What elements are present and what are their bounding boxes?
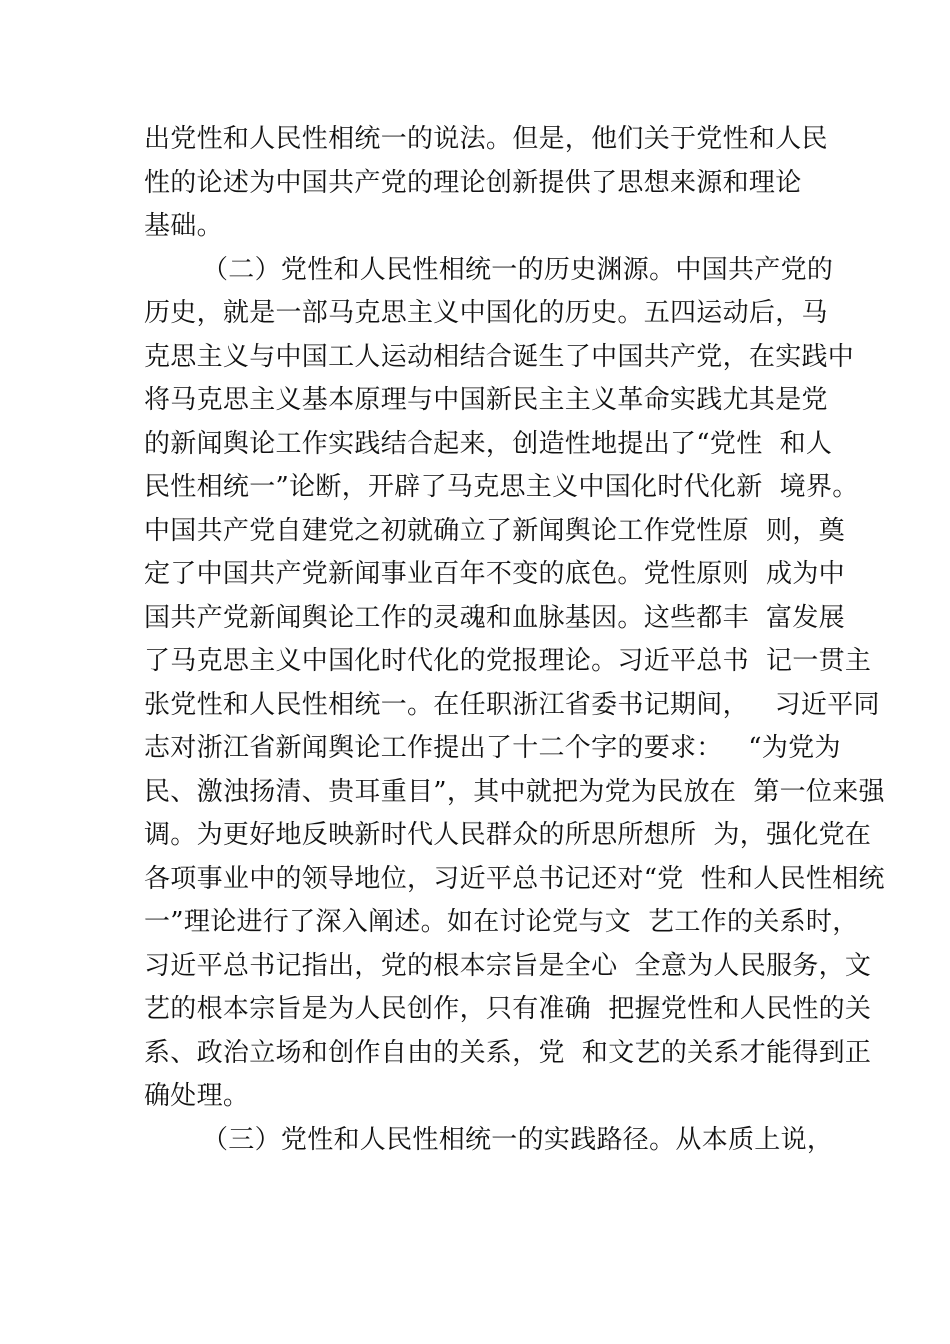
text-line: 志对浙江省新闻舆论工作提出了十二个字的要求： “为党为 (144, 733, 841, 763)
text-line: 艺的根本宗旨是为人民创作，只有准确 把握党性和人民性的关 (144, 994, 872, 1024)
text-line: 民性相统一”论断，开辟了马克思主义中国化时代化新 境界。 (144, 472, 859, 502)
text-line: 的新闻舆论工作实践结合起来，创造性地提出了“党性 和人 (144, 428, 833, 459)
text-line: 基础。 (144, 211, 223, 241)
text-line: 克思主义与中国工人运动相结合诞生了中国共产党，在实践中 (144, 341, 855, 372)
text-line: 历史，就是一部马克思主义中国化的历史。五四运动后，马 (144, 298, 828, 328)
text-line: 习近平总书记指出，党的根本宗旨是全心 全意为人民服务，文 (144, 950, 872, 981)
text-line: 将马克思主义基本原理与中国新民主主义革命实践尤其是党 (144, 385, 828, 415)
text-line: 定了中国共产党新闻事业百年不变的底色。党性原则 成为中 (144, 559, 845, 589)
text-line: 性的论述为中国共产党的理论创新提供了思想来源和理论 (144, 167, 802, 198)
text-line: 中国共产党自建党之初就确立了新闻舆论工作党性原 则，奠 (144, 515, 845, 546)
text-line: 确处理。 (144, 1081, 250, 1111)
section-heading-line: （二）党性和人民性相统一的历史渊源。中国共产党的 (202, 254, 834, 285)
text-line: 出党性和人民性相统一的说法。但是，他们关于党性和人民 (144, 124, 828, 154)
section-heading-line: （三）党性和人民性相统一的实践路径。从本质上说， (202, 1124, 834, 1155)
text-line: 各项事业中的领导地位，习近平总书记还对“党 性和人民性相统 (144, 863, 885, 894)
text-line: 一”理论进行了深入阐述。如在讨论党与文 艺工作的关系时， (144, 907, 859, 937)
text-line: 系、政治立场和创作自由的关系，党 和文艺的关系才能得到正 (144, 1037, 872, 1068)
text-line: 国共产党新闻舆论工作的灵魂和血脉基因。这些都丰 富发展 (144, 602, 845, 633)
body-text (144, 118, 885, 1162)
text-line: 民、激浊扬清、贵耳重目”，其中就把为党为民放在 第一位来强 (144, 776, 885, 807)
text-line: 张党性和人民性相统一。在任职浙江省委书记期间， 习近平同 (144, 689, 880, 720)
text-line: 了马克思主义中国化时代化的党报理论。习近平总书 记一贯主 (144, 646, 872, 676)
text-line: 调。为更好地反映新时代人民群众的所思所想所 为，强化党在 (144, 820, 872, 850)
